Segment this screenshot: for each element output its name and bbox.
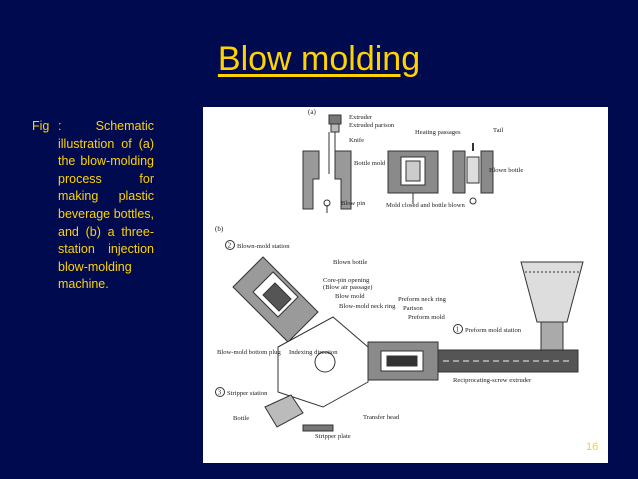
label-blown-bottle-a: Blown bottle bbox=[489, 167, 524, 174]
label-tail: Tail bbox=[493, 127, 504, 134]
label-blow-mold: Blow mold bbox=[335, 293, 365, 300]
label-blow-mold-neck-ring: Blow-mold neck ring bbox=[339, 303, 396, 310]
label-blow-pin: Blow pin bbox=[341, 200, 366, 207]
label-extruded-parison: Extruded parison bbox=[349, 122, 395, 129]
label-preform-neck-ring: Preform neck ring bbox=[398, 296, 446, 303]
preform-mold-station-sketch bbox=[368, 342, 438, 380]
label-preform-mold-station: Preform mold station bbox=[465, 327, 522, 334]
blow-molding-diagram bbox=[203, 107, 608, 463]
label-bottle-mold: Bottle mold bbox=[354, 160, 386, 167]
label-stripper-plate: Stripper plate bbox=[315, 433, 351, 440]
label-reciprocating-screw-extruder: Reciprocating-screw extruder bbox=[453, 377, 532, 384]
slide-title-wrap bbox=[0, 40, 638, 79]
label-preform-mold: Preform mold bbox=[408, 314, 445, 321]
station-number-3: 3 bbox=[217, 388, 222, 397]
label-extruder: Extruder bbox=[349, 114, 373, 121]
page-number: 16 bbox=[586, 441, 599, 453]
blow-molding-figure bbox=[203, 107, 608, 463]
label-blow-mold-bottom-plug: Blow-mold bottom plug bbox=[217, 349, 281, 356]
label-heating-passages: Heating passages bbox=[415, 129, 461, 136]
label-blow-air-passage: (Blow air passage) bbox=[323, 284, 373, 291]
caption-body: : Schematic illustration of (a) the blow-molding process for making plastic beverage bottles, and (b) a three-station injection blow-molding machine. bbox=[58, 119, 154, 292]
part-b-label: (b) bbox=[215, 225, 224, 233]
label-bottle: Bottle bbox=[233, 415, 250, 422]
label-core-pin-opening: Core-pin opening bbox=[323, 277, 370, 284]
label-indexing-direction: Indexing direction bbox=[289, 349, 338, 356]
label-blown-mold-station: Blown-mold station bbox=[237, 243, 290, 250]
blow-mold-station-sketch bbox=[233, 257, 318, 342]
label-stripper-station: Stripper station bbox=[227, 390, 268, 397]
label-transfer-head: Transfer head bbox=[363, 414, 400, 421]
label-mold-closed: Mold closed and bottle blown bbox=[386, 202, 465, 209]
label-knife: Knife bbox=[349, 137, 365, 144]
reciprocating-screw-extruder-sketch bbox=[438, 262, 583, 372]
label-parison: Parison bbox=[403, 305, 423, 312]
blown-bottle-sketch bbox=[453, 143, 493, 204]
figure-caption bbox=[32, 118, 154, 294]
station-number-2: 2 bbox=[227, 241, 232, 250]
mold-closed-sketch bbox=[388, 151, 438, 204]
part-a-label: (a) bbox=[308, 108, 316, 116]
station-number-1: 1 bbox=[455, 325, 460, 334]
extruder-parison-sketch bbox=[303, 115, 351, 213]
slide-title: Blow molding bbox=[217, 40, 421, 78]
caption-prefix: Fig bbox=[32, 119, 50, 133]
label-blown-bottle-b: Blown bottle bbox=[333, 259, 368, 266]
